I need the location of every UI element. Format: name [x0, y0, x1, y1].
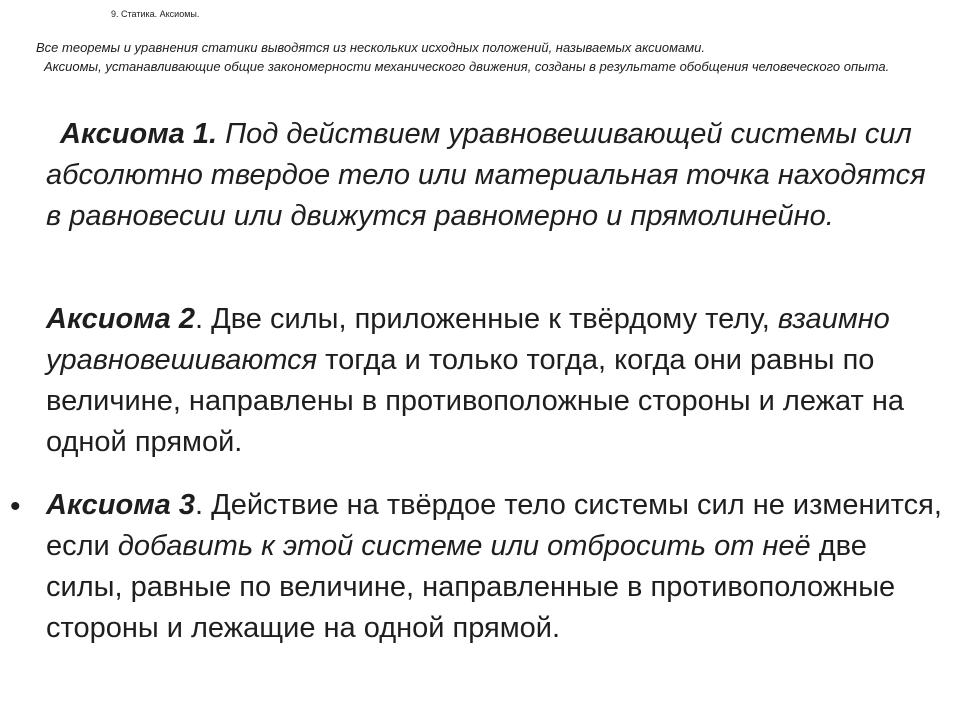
intro-line-2: Аксиомы, устанавливающие общие закономерности механического движения, созданы в результате обобщения человеческого опыта. — [44, 59, 890, 74]
intro-paragraph — [36, 38, 936, 76]
axiom-3-paragraph — [46, 485, 946, 649]
axiom-2-text-part2: тогда и только тогда, когда они равны по величине, направлены в противоположные стороны и лежат на одной прямой. — [46, 344, 905, 458]
intro-line-1: Все теоремы и уравнения статики выводятся из нескольких исходных положений, называемых аксиомами. — [36, 40, 705, 55]
axiom-2-paragraph — [46, 299, 946, 463]
axiom-1-paragraph — [46, 114, 946, 237]
axiom-2-text-italic: взаимно уравновешиваются — [46, 303, 890, 376]
axiom-3-text-part2: две силы, равные по величине, направленные в противоположные стороны и лежащие на одной прямой. — [46, 530, 896, 644]
axiom-3-text-italic: добавить к этой системе или отбросить от неё — [117, 530, 811, 562]
axiom-1-title: Аксиома 1. — [60, 118, 218, 150]
axiom-2-title: Аксиома 2 — [46, 303, 195, 335]
axiom-2-text-part1: . Две силы, приложенные к твёрдому телу, — [194, 303, 770, 335]
bullet-icon: • — [10, 490, 21, 523]
axiom-1-text: Под действием уравновешивающей системы сил абсолютно твердое тело или материальная точка находятся в равновесии или движутся равномерно и прямолинейно. — [46, 118, 926, 232]
axiom-3-title: Аксиома 3 — [46, 489, 195, 521]
axiom-3-text-part1: . Действие на твёрдое тело системы сил не изменится, если — [46, 489, 942, 562]
slide-heading: 9. Статика. Аксиомы. — [111, 9, 200, 19]
